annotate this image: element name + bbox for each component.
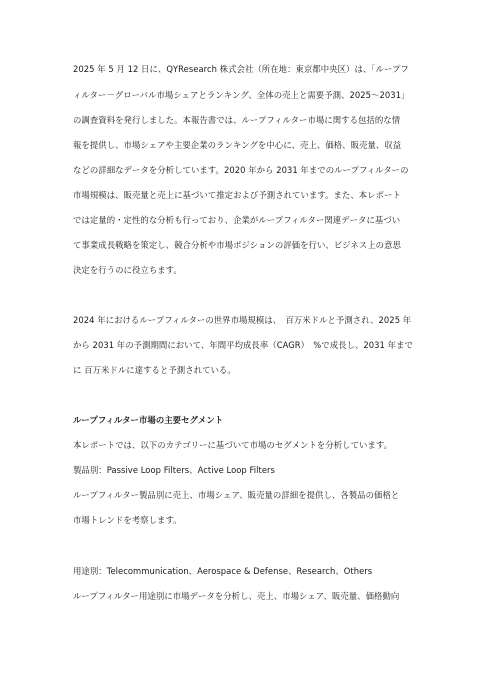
- paragraph-1-line-3: の調査資料を発行しました。本報告書では、ループフィルター市場に関する包括的な情: [73, 115, 401, 125]
- application-segment-line: 用途別：Telecommunication、Aerospace & Defense、Research、Others: [73, 566, 373, 576]
- section-intro: 本レポートでは、以下のカテゴリーに基づいて市場のセグメントを分析しています。: [73, 440, 393, 450]
- section-heading: ループフィルター市場の主要セグメント: [73, 415, 224, 425]
- paragraph-2-line-3: に 百万米ドルに達すると予測されている。: [73, 365, 236, 375]
- product-segment-line: 製品別：Passive Loop Filters、Active Loop Filters: [73, 465, 275, 475]
- paragraph-1-line-7: では定量的・定性的な分析も行っており、企業がループフィルター関連データに基づい: [73, 215, 401, 225]
- paragraph-1-line-4: 報を提供し、市場シェアや主要企業のランキングを中心に、売上、価格、販売量、収益: [73, 140, 402, 150]
- application-description-line-1: ループフィルター用途別に市場データを分析し、売上、市場シェア、販売量、価格動向: [73, 591, 400, 601]
- product-description-line-1: ループフィルター製品別に売上、市場シェア、販売量の詳細を提供し、各製品の価格と: [73, 490, 400, 500]
- paragraph-1-line-8: て事業成長戦略を策定し、競合分析や市場ポジションの評価を行い、ビジネス上の意思: [73, 240, 401, 250]
- paragraph-2-line-1: 2024 年におけるループフィルターの世界市場規模は、 百万米ドルと予測され、2025 年: [73, 315, 412, 325]
- paragraph-1-line-1: 2025 年 5 月 12 日に、QYResearch 株式会社（所在地：東京都中央区）は、「ループフ: [73, 64, 409, 74]
- paragraph-1-line-9: 決定を行うのに役立ちます。: [73, 265, 182, 275]
- paragraph-2-line-2: から 2031 年の予測期間において、年間平均成長率（CAGR） %で成長し、2031 年まで: [73, 340, 413, 350]
- paragraph-1-line-6: 市場規模は、販売量と売上に基づいて推定および予測されています。また、本レポート: [73, 190, 401, 200]
- paragraph-1-line-5: などの詳細なデータを分析しています。2020 年から 2031 年までのループフィルターの: [73, 165, 409, 175]
- paragraph-1-line-2: ィルター－グローバル市場シェアとランキング、全体の売上と需要予測、2025～2031」: [73, 90, 410, 100]
- product-description-line-2: 市場トレンドを考察します。: [73, 515, 182, 525]
